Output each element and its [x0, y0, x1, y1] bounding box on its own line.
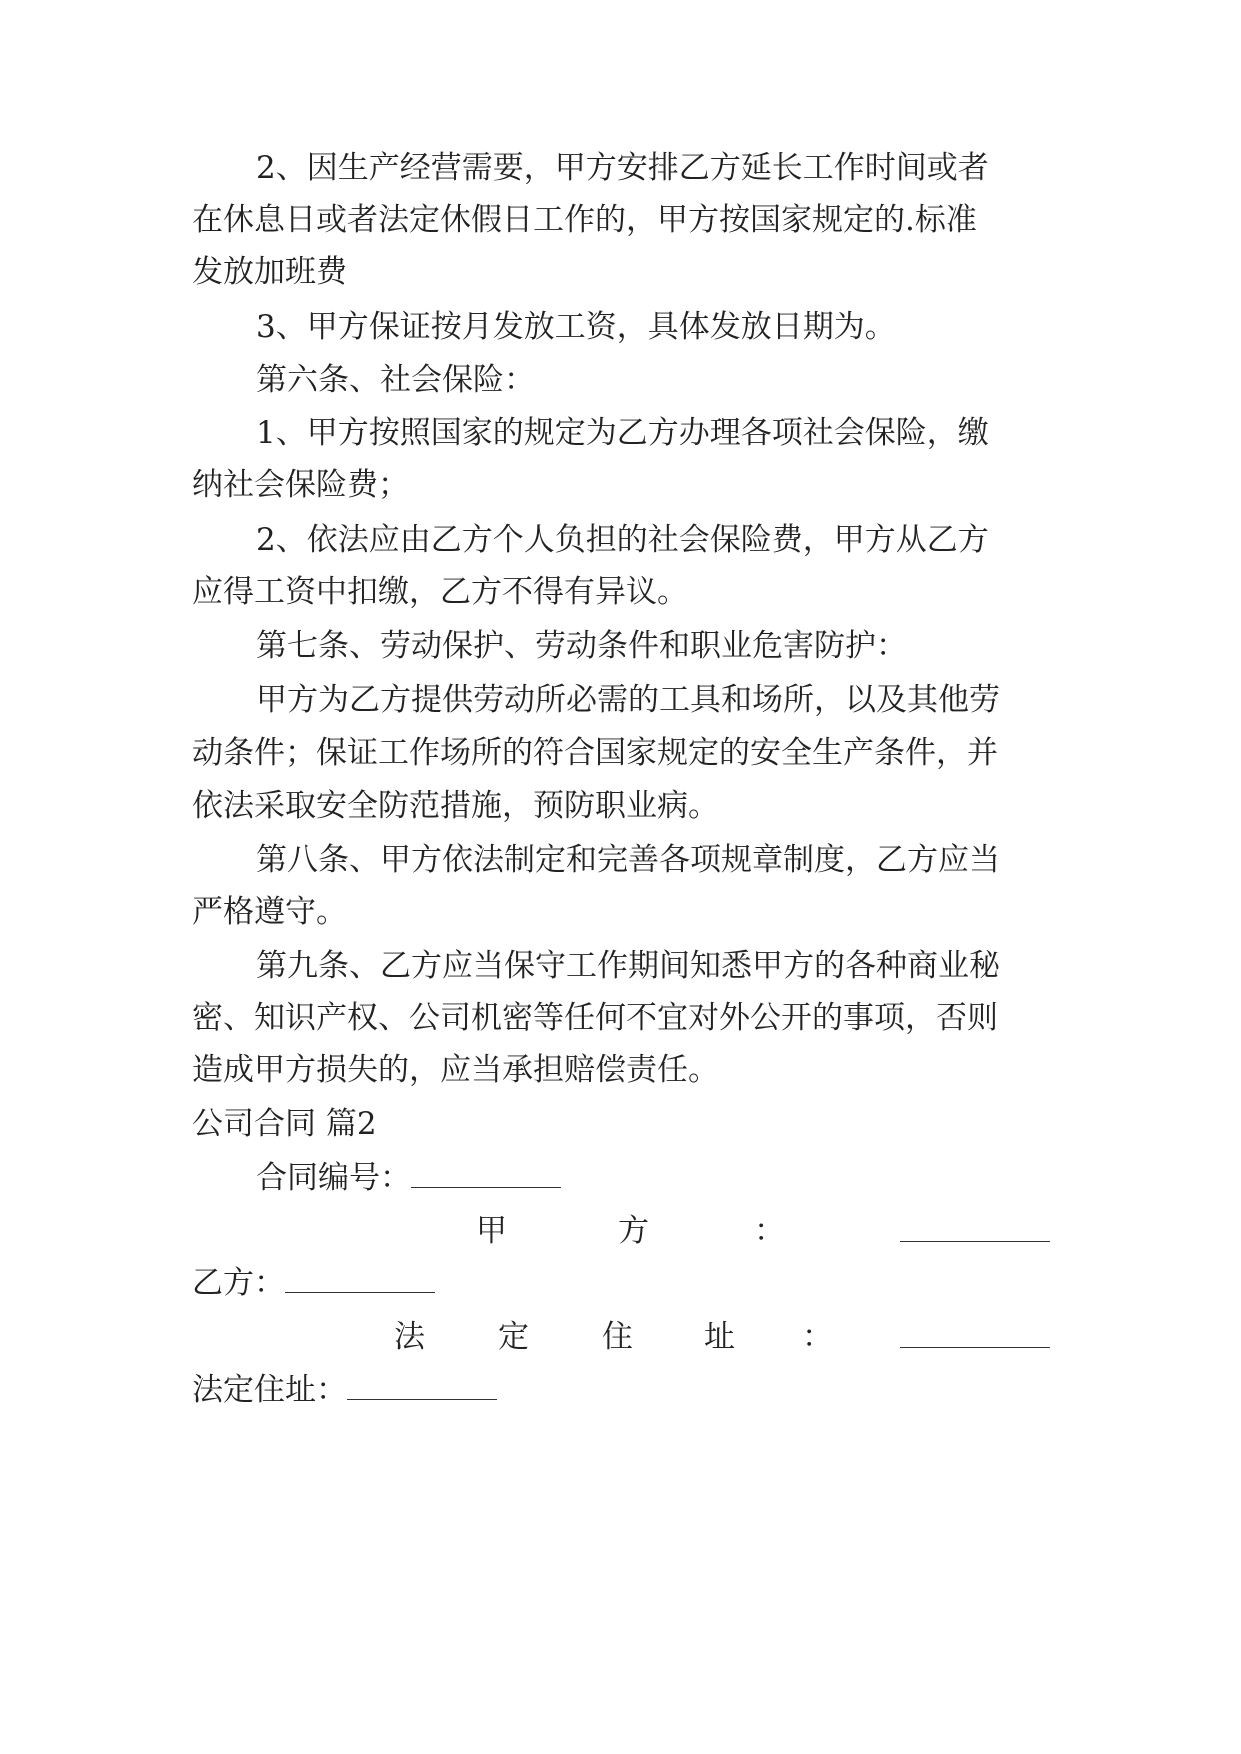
contract-number-field[interactable] — [411, 1161, 561, 1188]
paragraph-line: 第九条、乙方应当保守工作期间知悉甲方的各种商业秘 — [256, 948, 1000, 984]
party-a-char: 甲 — [476, 1213, 507, 1249]
paragraph-line: 纳社会保险费； — [192, 467, 409, 503]
party-a-char: 方 — [618, 1213, 649, 1249]
party-b-row — [192, 1263, 1052, 1303]
section-title: 公司合同 篇2 — [192, 1106, 377, 1142]
address-a-colon: ： — [802, 1319, 833, 1355]
party-b-label: 乙方： — [192, 1265, 285, 1301]
section-heading: 第六条、社会保险： — [256, 362, 535, 398]
paragraph-line: 密、知识产权、公司机密等任何不宜对外公开的事项，否则 — [192, 1000, 998, 1036]
paragraph-line: 第八条、甲方依法制定和完善各项规章制度，乙方应当 — [256, 842, 1000, 878]
party-a-row — [192, 1211, 1052, 1251]
address-b-field[interactable] — [347, 1373, 497, 1400]
address-a-field[interactable] — [900, 1321, 1050, 1348]
paragraph-line: 应得工资中扣缴，乙方不得有异议。 — [192, 574, 688, 610]
paragraph-line: 严格遵守。 — [192, 894, 347, 930]
paragraph-line: 3、甲方保证按月发放工资，具体发放日期为。 — [256, 309, 896, 345]
party-a-field[interactable] — [900, 1215, 1050, 1242]
address-a-char: 法 — [394, 1319, 425, 1355]
address-a-char: 住 — [602, 1319, 633, 1355]
paragraph-line: 2、因生产经营需要，甲方安排乙方延长工作时间或者 — [256, 150, 989, 186]
paragraph-line: 1、甲方按照国家的规定为乙方办理各项社会保险，缴 — [256, 415, 989, 451]
contract-number-label: 合同编号： — [256, 1160, 411, 1196]
paragraph-line: 在休息日或者法定休假日工作的，甲方按国家规定的.标准 — [192, 202, 977, 238]
address-b-label: 法定住址： — [192, 1372, 347, 1408]
section-heading: 第七条、劳动保护、劳动条件和职业危害防护： — [256, 628, 907, 664]
party-b-field[interactable] — [285, 1266, 435, 1293]
paragraph-line: 甲方为乙方提供劳动所必需的工具和场所，以及其他劳 — [256, 682, 1000, 718]
address-b-row — [192, 1370, 1052, 1410]
paragraph-line: 发放加班费 — [192, 254, 347, 290]
paragraph-line: 造成甲方损失的，应当承担赔偿责任。 — [192, 1052, 719, 1088]
contract-number-row — [192, 1158, 1052, 1198]
paragraph-line: 动条件；保证工作场所的符合国家规定的安全生产条件，并 — [192, 735, 998, 771]
paragraph-line: 2、依法应由乙方个人负担的社会保险费，甲方从乙方 — [256, 522, 989, 558]
address-a-char: 定 — [498, 1319, 529, 1355]
paragraph-line: 依法采取安全防范措施，预防职业病。 — [192, 788, 719, 824]
address-a-char: 址 — [704, 1319, 735, 1355]
party-a-colon: ： — [754, 1213, 785, 1249]
address-a-row — [192, 1317, 1052, 1357]
